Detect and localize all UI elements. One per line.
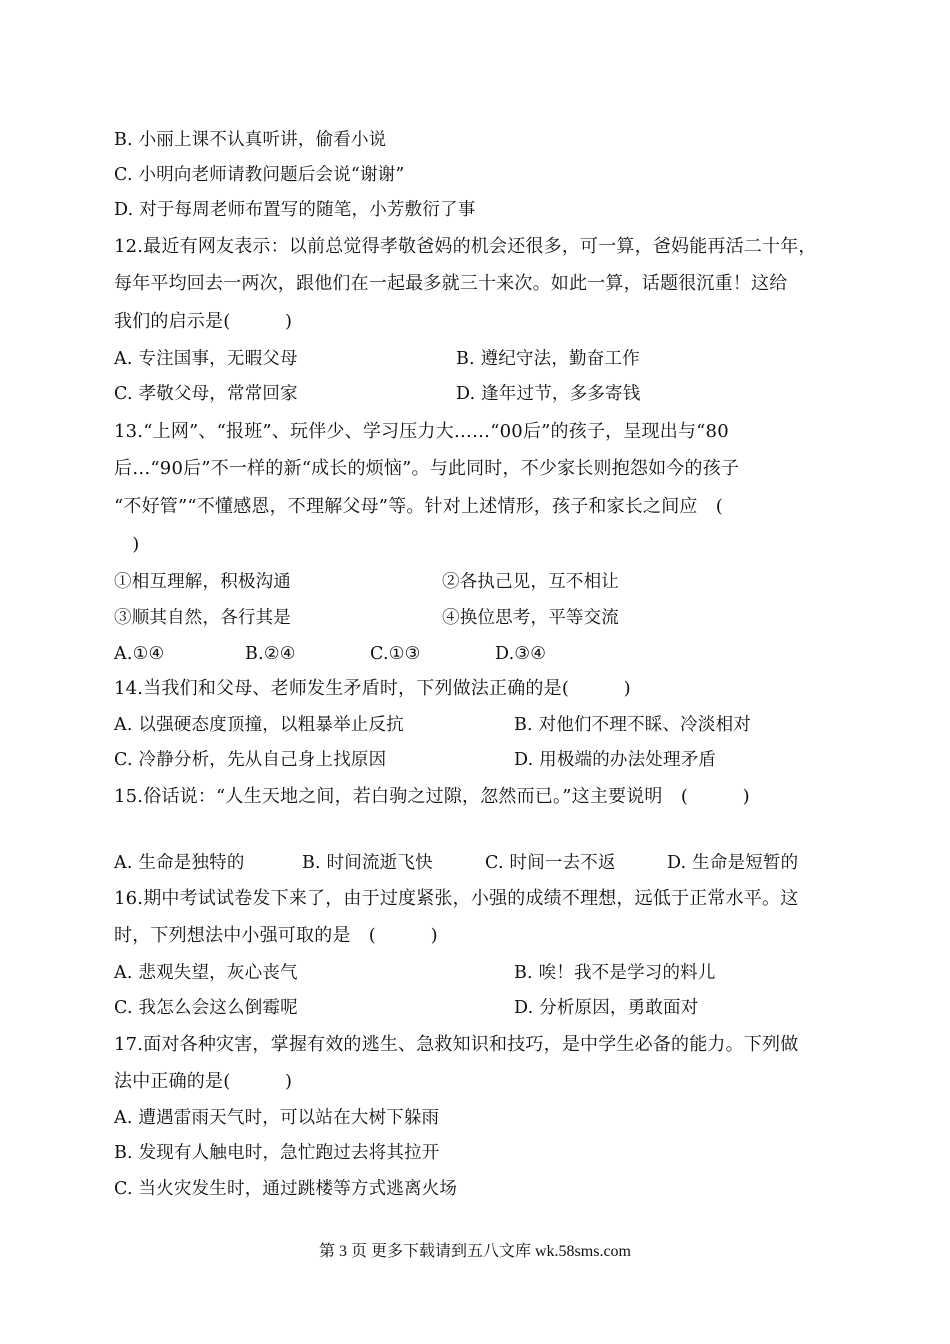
options-row-q16-1	[114, 961, 716, 985]
question-15: 15.俗话说：“人生天地之间，若白驹之过隙，忽然而已。”这主要说明 ( )	[114, 786, 750, 807]
option-c-q16: C. 我怎么会这么倒霉呢	[114, 998, 298, 1018]
option-a-q15: A. 生命是独特的	[114, 853, 245, 873]
statement-3-q13: ③顺其自然，各行其是	[114, 608, 291, 628]
option-d-q14: D. 用极端的办法处理矛盾	[514, 750, 717, 770]
question-13-line-3: “不好管”“不懂感恩，不理解父母”等。针对上述情形，孩子和家长之间应 (	[114, 496, 724, 517]
options-row-q12-1	[114, 347, 640, 371]
option-d-q15: D. 生命是短暂的	[667, 853, 799, 873]
question-14: 14.当我们和父母、老师发生矛盾时，下列做法正确的是( )	[114, 678, 631, 699]
option-b-q17: B. 发现有人触电时，急忙跑过去将其拉开	[114, 1143, 440, 1163]
option-c-q14: C. 冷静分析，先从自己身上找原因	[114, 750, 387, 770]
options-row-q16-2	[114, 996, 699, 1020]
options-row-q15	[114, 851, 799, 875]
option-c-q11: C. 小明向老师请教问题后会说“谢谢”	[114, 165, 405, 185]
option-d-q13: D.③④	[495, 644, 547, 664]
option-b-q13: B.②④	[245, 644, 296, 664]
option-c-q13: C.①③	[370, 644, 421, 664]
question-16-line-2: 时，下列想法中小强可取的是 ( )	[114, 925, 438, 946]
options-row-q13	[114, 642, 547, 666]
option-b-q14: B. 对他们不理不睬、冷淡相对	[514, 715, 751, 735]
question-13-line-2: 后…“90后”不一样的新“成长的烦恼”。与此同时，不少家长则抱怨如今的孩子	[114, 458, 740, 479]
option-a-q14: A. 以强硬态度顶撞，以粗暴举止反抗	[114, 715, 404, 735]
question-17-line-2: 法中正确的是( )	[114, 1071, 293, 1092]
question-17-line-1: 17.面对各种灾害，掌握有效的逃生、急救知识和技巧，是中学生必备的能力。下列做	[114, 1034, 799, 1055]
question-13-line-4: )	[114, 534, 140, 555]
statement-4-q13: ④换位思考，平等交流	[442, 608, 619, 628]
statements-row-q13-1	[114, 570, 619, 594]
option-b-q11: B. 小丽上课不认真听讲，偷看小说	[114, 130, 387, 150]
question-12-line-3: 我们的启示是( )	[114, 311, 293, 332]
option-c-q12: C. 孝敬父母，常常回家	[114, 384, 298, 404]
question-12-line-2: 每年平均回去一两次，跟他们在一起最多就三十来次。如此一算，话题很沉重！这给	[114, 273, 788, 294]
question-12-line-1: 12.最近有网友表示：以前总觉得孝敬爸妈的机会还很多，可一算，爸妈能再活二十年，	[114, 236, 817, 257]
option-c-q15: C. 时间一去不返	[485, 853, 616, 873]
option-a-q12: A. 专注国事，无暇父母	[114, 349, 298, 369]
option-a-q13: A.①④	[114, 644, 165, 664]
option-d-q11: D. 对于每周老师布置写的随笔，小芳敷衍了事	[114, 200, 476, 220]
statement-1-q13: ①相互理解，积极沟通	[114, 572, 291, 592]
option-d-q12: D. 逢年过节，多多寄钱	[456, 384, 641, 404]
page-footer: 第 3 页 更多下载请到五八文库 wk.58sms.com	[318, 1243, 631, 1260]
options-row-q14-1	[114, 713, 751, 737]
option-c-q17: C. 当火灾发生时，通过跳楼等方式逃离火场	[114, 1179, 458, 1199]
question-13-line-1: 13.“上网”、“报班”、玩伴少、学习压力大……“00后”的孩子，呈现出与“80	[114, 421, 729, 442]
options-row-q14-2	[114, 748, 717, 772]
statement-2-q13: ②各执己见，互不相让	[442, 572, 619, 592]
statements-row-q13-2	[114, 606, 619, 630]
question-16-line-1: 16.期中考试试卷发下来了，由于过度紧张，小强的成绩不理想，远低于正常水平。这	[114, 888, 799, 909]
option-b-q16: B. 唉！我不是学习的料儿	[514, 963, 716, 983]
option-b-q12: B. 遵纪守法，勤奋工作	[456, 349, 640, 369]
option-b-q15: B. 时间流逝飞快	[302, 853, 433, 873]
option-a-q16: A. 悲观失望，灰心丧气	[114, 963, 298, 983]
option-d-q16: D. 分析原因，勇敢面对	[514, 998, 699, 1018]
options-row-q12-2	[114, 382, 641, 406]
option-a-q17: A. 遭遇雷雨天气时，可以站在大树下躲雨	[114, 1108, 440, 1128]
